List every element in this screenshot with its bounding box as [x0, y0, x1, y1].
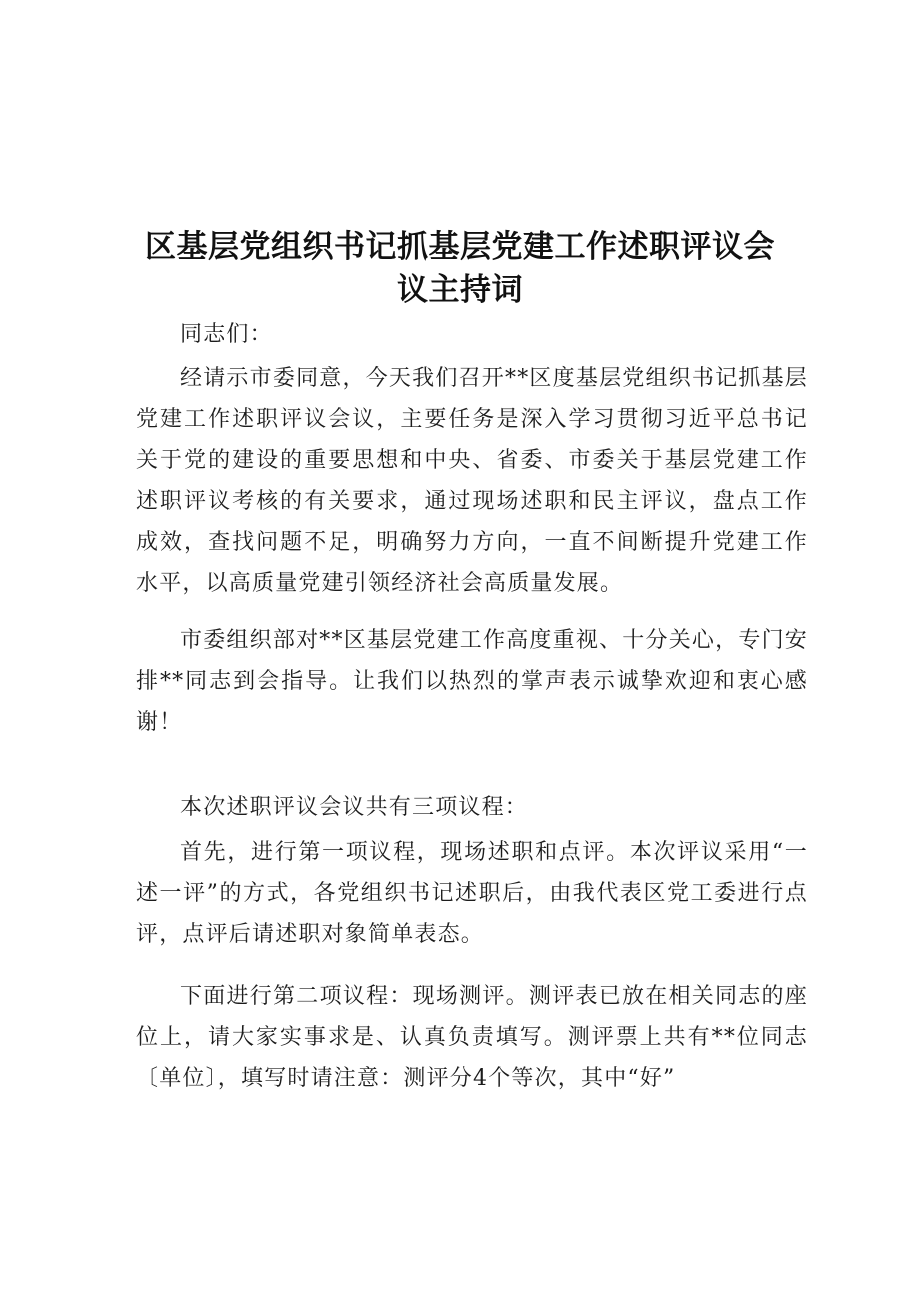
greeting: 同志们： — [180, 322, 273, 347]
document-title-line-2: 议主持词 — [397, 272, 523, 308]
paragraph-welcome: 市委组织部对**区基层党建工作高度重视、十分关心，专门安排**同志到会指导。让我们以热烈的掌声表示诚挚欢迎和衷心感谢！ — [136, 628, 808, 735]
paragraph-agenda-intro: 本次述职评议会议共有三项议程： — [180, 795, 529, 820]
paragraph-agenda-item-1: 首先，进行第一项议程，现场述职和点评。本次评议采用“一述一评”的方式，各党组织书记述职后，由我代表区党工委进行点评，点评后请述职对象简单表态。 — [136, 840, 808, 947]
paragraph-opening: 经请示市委同意，今天我们召开**区度基层党组织书记抓基层党建工作述职评议会议，主要任务是深入学习贯彻习近平总书记关于党的建设的重要思想和中央、省委、市委关于基层党建工作述职评议考核的有关要求，通过现场述职和民主评议，盘点工作成效，查找问题不足，明确努力方向，一直不间断提升党建工作水平，以高质量党建引领经济社会高质量发展。 — [136, 366, 808, 596]
paragraph-agenda-item-2: 下面进行第二项议程：现场测评。测评表已放在相关同志的座位上，请大家实事求是、认真负责填写。测评票上共有**位同志〔单位〕，填写时请注意：测评分4个等次，其中“好” — [136, 984, 808, 1091]
document-title-line-1: 区基层党组织书记抓基层党建工作述职评议会 — [145, 229, 775, 265]
